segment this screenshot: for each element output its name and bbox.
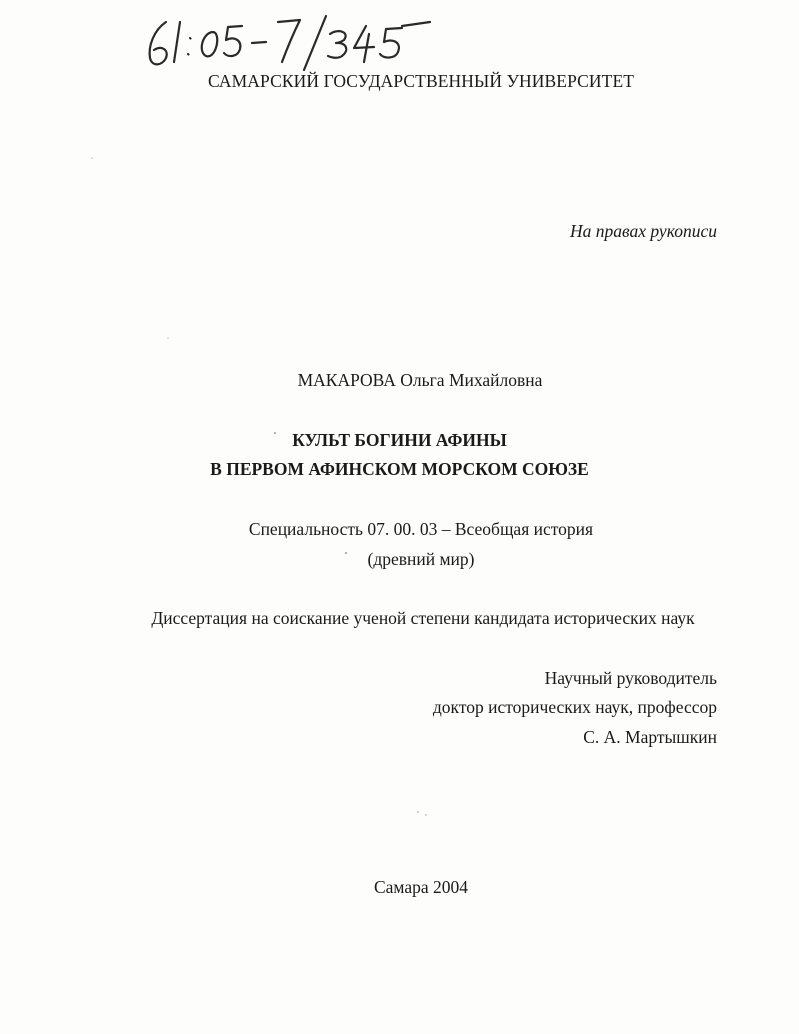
- handwritten-shelfmark-drawing: [140, 12, 440, 74]
- dissertation-title-line-2: В ПЕРВОМ АФИНСКОМ МОРСКОМ СОЮЗЕ: [210, 459, 589, 479]
- advisor-name: С. А. Мартышкин: [583, 727, 717, 747]
- specialty-line-1: Специальность 07. 00. 03 – Всеобщая история: [248, 519, 594, 539]
- specialty-line-2: (древний мир): [367, 549, 475, 569]
- university-name: САМАРСКИЙ ГОСУДАРСТВЕННЫЙ УНИВЕРСИТЕТ: [208, 71, 635, 91]
- dissertation-title-line-1: КУЛЬТ БОГИНИ АФИНЫ: [292, 430, 507, 450]
- dissertation-degree-statement: Диссертация на соискание ученой степени кандидата исторических наук: [151, 608, 695, 628]
- handwritten-shelfmark: [140, 12, 440, 74]
- city-and-year: Самара 2004: [373, 877, 469, 897]
- advisor-label: Научный руководитель: [544, 668, 717, 688]
- manuscript-rights-note: На правах рукописи: [570, 221, 717, 241]
- advisor-degree: доктор исторических наук, профессор: [432, 697, 717, 717]
- author-name: МАКАРОВА Ольга Михайловна: [297, 370, 543, 390]
